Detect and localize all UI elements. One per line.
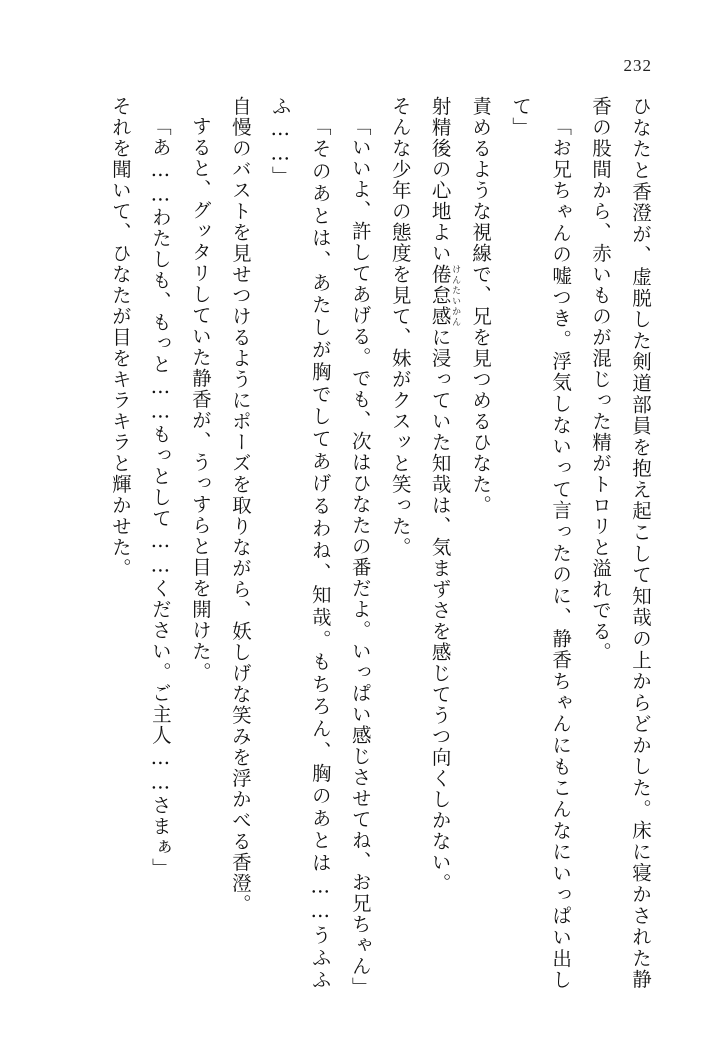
body-paragraph: それを聞いて、ひなたが目をキラキラと輝かせた。 <box>108 96 132 579</box>
body-paragraph: 自慢のバストを見せつけるようにポーズを取りながら、妖しげな笑みを浮かべる香澄。 <box>228 96 252 915</box>
body-paragraph: 責めるような視線で、兄を見つめるひなた。 <box>469 96 493 516</box>
body-paragraph: 「そのあとは、あたしが胸でしてあげるわね、知哉。もちろん、胸のあとは……うふふふ……」 <box>268 96 332 990</box>
body-paragraph: 射精後の心地よい倦怠感けんたいかんに浸っていた知哉は、気まずさを感じてうつ向くしかない。 <box>428 96 461 894</box>
page-number: 232 <box>623 56 652 75</box>
body-paragraph: ひなたと香澄が、虚脱した剣道部員を抱え起こして知哉の上からどかした。床に寝かされた静香の股間から、赤いものが混じった精がトロリと溢れでる。 <box>589 96 652 990</box>
body-paragraph: 「いいよ、許してあげる。でも、次はひなたの番だよ。いっぱい感じさせてね、お兄ちゃん」 <box>348 115 372 998</box>
body-paragraph: 「あ……わたしも、もっと……もっとして……ください。ご主人……さまぁ」 <box>148 115 172 879</box>
page-body-text <box>48 96 660 998</box>
body-paragraph: 「お兄ちゃんの嘘つき。浮気しないって言ったのに、静香ちゃんにもこんなにいっぱい出して」 <box>509 96 573 990</box>
body-paragraph: そんな少年の態度を見て、妹がクスッと笑った。 <box>388 96 412 558</box>
body-paragraph: すると、グッタリしていた静香が、うっすらと目を開けた。 <box>188 115 212 683</box>
